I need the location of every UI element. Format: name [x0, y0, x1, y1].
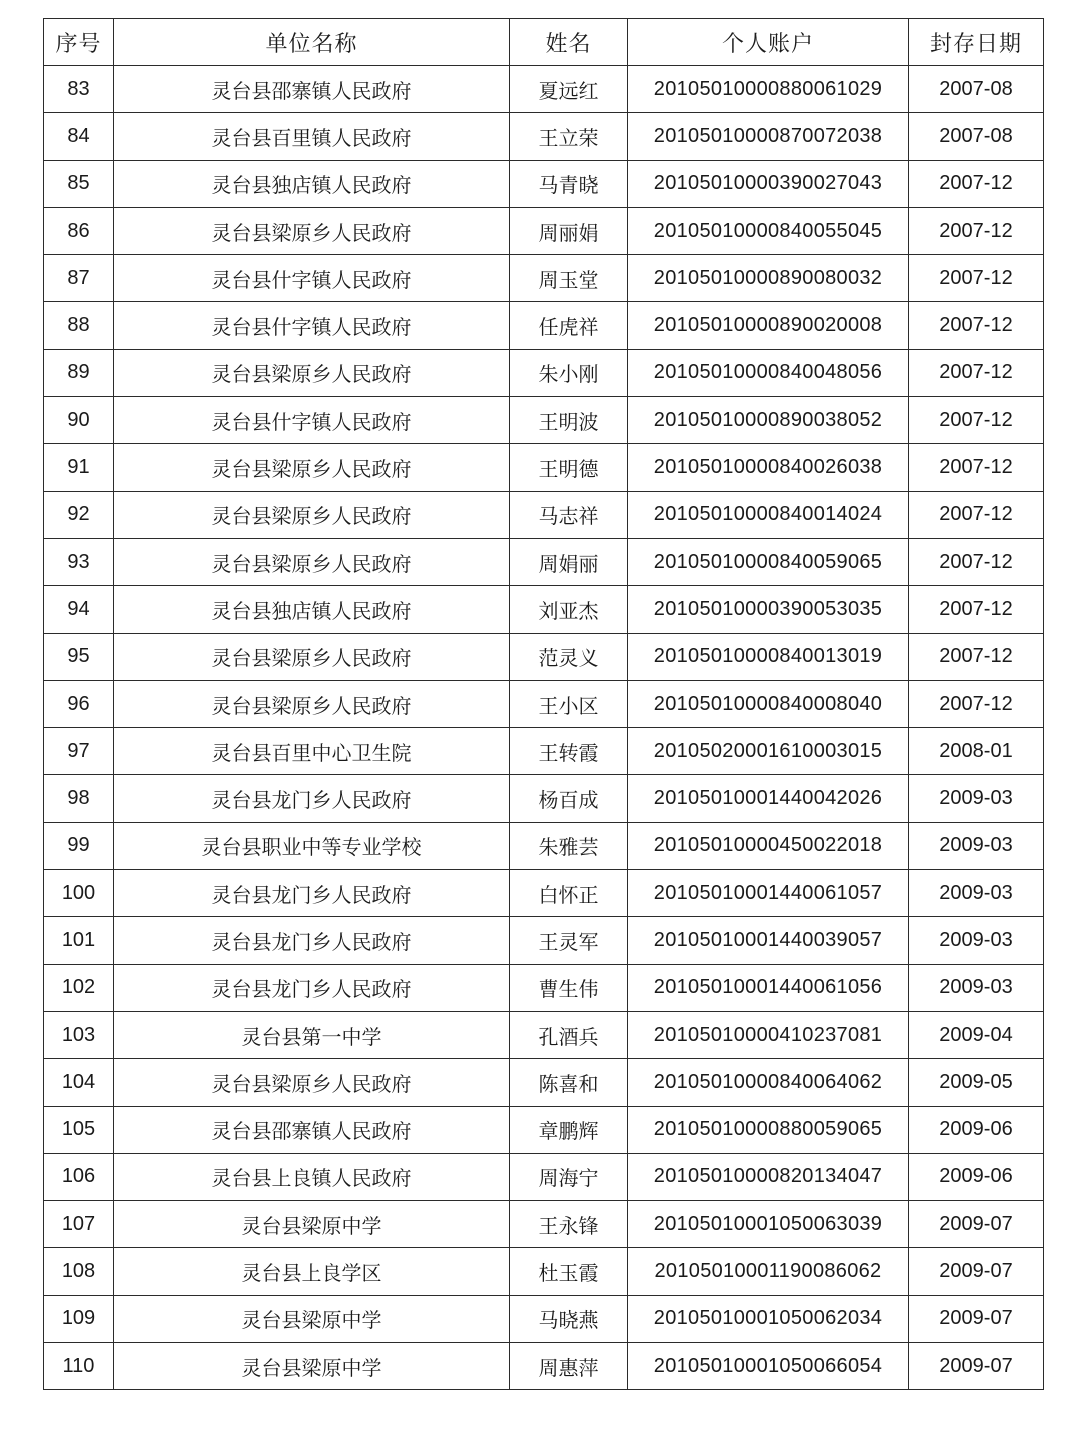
- cell-account: 20105010000390053035: [628, 586, 909, 633]
- cell-date: 2009-07: [909, 1343, 1044, 1390]
- cell-account: 20105010001050066054: [628, 1343, 909, 1390]
- cell-name: 夏远红: [510, 66, 628, 113]
- table-row: [44, 1295, 1044, 1342]
- cell-name: 白怀正: [510, 870, 628, 917]
- cell-name: 陈喜和: [510, 1059, 628, 1106]
- cell-unit: 灵台县龙门乡人民政府: [114, 870, 510, 917]
- cell-date: 2009-03: [909, 870, 1044, 917]
- cell-date: 2007-12: [909, 491, 1044, 538]
- cell-date: 2007-12: [909, 302, 1044, 349]
- cell-date: 2007-12: [909, 586, 1044, 633]
- cell-account: 20105010000880059065: [628, 1106, 909, 1153]
- cell-name: 王永锋: [510, 1201, 628, 1248]
- table-row: [44, 255, 1044, 302]
- cell-account: 20105010001440042026: [628, 775, 909, 822]
- cell-account: 20105010000840048056: [628, 349, 909, 396]
- cell-index: 102: [44, 964, 114, 1011]
- table-row: [44, 1106, 1044, 1153]
- cell-name: 范灵义: [510, 633, 628, 680]
- cell-unit: 灵台县梁原乡人民政府: [114, 538, 510, 585]
- table-row: [44, 1343, 1044, 1390]
- cell-date: 2009-04: [909, 1011, 1044, 1058]
- cell-account: 20105010000450022018: [628, 822, 909, 869]
- cell-date: 2009-05: [909, 1059, 1044, 1106]
- cell-account: 20105010001190086062: [628, 1248, 909, 1295]
- cell-unit: 灵台县什字镇人民政府: [114, 397, 510, 444]
- cell-index: 103: [44, 1011, 114, 1058]
- cell-unit: 灵台县第一中学: [114, 1011, 510, 1058]
- cell-index: 85: [44, 160, 114, 207]
- cell-unit: 灵台县梁原中学: [114, 1295, 510, 1342]
- cell-unit: 灵台县职业中等专业学校: [114, 822, 510, 869]
- cell-account: 20105010001440061057: [628, 870, 909, 917]
- cell-unit: 灵台县梁原乡人民政府: [114, 349, 510, 396]
- cell-account: 20105010000890080032: [628, 255, 909, 302]
- cell-date: 2009-07: [909, 1201, 1044, 1248]
- header-index: 序号: [44, 19, 114, 66]
- table-row: [44, 538, 1044, 585]
- cell-index: 108: [44, 1248, 114, 1295]
- cell-date: 2007-12: [909, 397, 1044, 444]
- cell-index: 95: [44, 633, 114, 680]
- table-row: [44, 397, 1044, 444]
- cell-index: 86: [44, 207, 114, 254]
- cell-account: 20105010000890020008: [628, 302, 909, 349]
- cell-index: 99: [44, 822, 114, 869]
- cell-unit: 灵台县龙门乡人民政府: [114, 775, 510, 822]
- cell-unit: 灵台县百里镇人民政府: [114, 113, 510, 160]
- cell-date: 2008-01: [909, 728, 1044, 775]
- cell-unit: 灵台县梁原乡人民政府: [114, 491, 510, 538]
- cell-unit: 灵台县上良学区: [114, 1248, 510, 1295]
- cell-account: 20105010000840013019: [628, 633, 909, 680]
- cell-account: 20105010000820134047: [628, 1153, 909, 1200]
- cell-account: 20105010000840055045: [628, 207, 909, 254]
- table-row: [44, 728, 1044, 775]
- cell-date: 2009-03: [909, 775, 1044, 822]
- cell-name: 王立荣: [510, 113, 628, 160]
- cell-name: 周丽娟: [510, 207, 628, 254]
- cell-date: 2007-12: [909, 207, 1044, 254]
- table-row: [44, 917, 1044, 964]
- cell-unit: 灵台县龙门乡人民政府: [114, 964, 510, 1011]
- table-row: [44, 1201, 1044, 1248]
- cell-date: 2009-07: [909, 1295, 1044, 1342]
- table-row: [44, 822, 1044, 869]
- table-row: [44, 586, 1044, 633]
- table-header: [44, 19, 1044, 66]
- cell-name: 周惠萍: [510, 1343, 628, 1390]
- cell-unit: 灵台县梁原乡人民政府: [114, 1059, 510, 1106]
- table-row: [44, 160, 1044, 207]
- table-row: [44, 870, 1044, 917]
- cell-name: 周海宁: [510, 1153, 628, 1200]
- cell-index: 104: [44, 1059, 114, 1106]
- cell-unit: 灵台县梁原中学: [114, 1343, 510, 1390]
- cell-date: 2009-06: [909, 1153, 1044, 1200]
- cell-account: 20105010001050063039: [628, 1201, 909, 1248]
- cell-account: 20105010001440061056: [628, 964, 909, 1011]
- header-unit: 单位名称: [114, 19, 510, 66]
- cell-date: 2009-07: [909, 1248, 1044, 1295]
- cell-name: 朱小刚: [510, 349, 628, 396]
- cell-index: 97: [44, 728, 114, 775]
- cell-unit: 灵台县上良镇人民政府: [114, 1153, 510, 1200]
- table-row: [44, 491, 1044, 538]
- header-account: 个人账户: [628, 19, 909, 66]
- table-row: [44, 349, 1044, 396]
- cell-index: 105: [44, 1106, 114, 1153]
- cell-unit: 灵台县龙门乡人民政府: [114, 917, 510, 964]
- cell-index: 94: [44, 586, 114, 633]
- cell-account: 20105010000840014024: [628, 491, 909, 538]
- cell-unit: 灵台县梁原中学: [114, 1201, 510, 1248]
- cell-name: 朱雅芸: [510, 822, 628, 869]
- cell-index: 101: [44, 917, 114, 964]
- cell-name: 任虎祥: [510, 302, 628, 349]
- cell-date: 2009-03: [909, 822, 1044, 869]
- table-row: [44, 1059, 1044, 1106]
- cell-unit: 灵台县什字镇人民政府: [114, 255, 510, 302]
- cell-unit: 灵台县百里中心卫生院: [114, 728, 510, 775]
- header-name: 姓名: [510, 19, 628, 66]
- cell-unit: 灵台县梁原乡人民政府: [114, 680, 510, 727]
- cell-date: 2007-12: [909, 444, 1044, 491]
- header-row: [44, 19, 1044, 66]
- cell-date: 2007-08: [909, 113, 1044, 160]
- table-row: [44, 113, 1044, 160]
- cell-account: 20105010000840026038: [628, 444, 909, 491]
- cell-date: 2009-03: [909, 964, 1044, 1011]
- cell-index: 107: [44, 1201, 114, 1248]
- cell-index: 110: [44, 1343, 114, 1390]
- header-date: 封存日期: [909, 19, 1044, 66]
- cell-index: 91: [44, 444, 114, 491]
- cell-account: 20105010000840008040: [628, 680, 909, 727]
- cell-index: 90: [44, 397, 114, 444]
- cell-name: 曹生伟: [510, 964, 628, 1011]
- cell-date: 2009-03: [909, 917, 1044, 964]
- roster-sheet: [43, 18, 1043, 1393]
- cell-account: 20105010000390027043: [628, 160, 909, 207]
- cell-account: 20105010000870072038: [628, 113, 909, 160]
- table-row: [44, 1153, 1044, 1200]
- table-row: [44, 207, 1044, 254]
- cell-account: 20105010000880061029: [628, 66, 909, 113]
- table-row: [44, 964, 1044, 1011]
- cell-name: 王明波: [510, 397, 628, 444]
- table-row: [44, 1248, 1044, 1295]
- cell-date: 2007-12: [909, 680, 1044, 727]
- cell-index: 84: [44, 113, 114, 160]
- cell-unit: 灵台县邵寨镇人民政府: [114, 1106, 510, 1153]
- cell-date: 2007-12: [909, 349, 1044, 396]
- cell-name: 王明德: [510, 444, 628, 491]
- cell-index: 109: [44, 1295, 114, 1342]
- cell-unit: 灵台县独店镇人民政府: [114, 586, 510, 633]
- cell-name: 周娟丽: [510, 538, 628, 585]
- cell-account: 20105020001610003015: [628, 728, 909, 775]
- cell-date: 2007-12: [909, 160, 1044, 207]
- cell-name: 马青晓: [510, 160, 628, 207]
- cell-account: 20105010000840059065: [628, 538, 909, 585]
- table-row: [44, 633, 1044, 680]
- cell-account: 20105010000410237081: [628, 1011, 909, 1058]
- cell-name: 王转霞: [510, 728, 628, 775]
- cell-name: 王小区: [510, 680, 628, 727]
- cell-date: 2009-06: [909, 1106, 1044, 1153]
- cell-unit: 灵台县梁原乡人民政府: [114, 207, 510, 254]
- cell-account: 20105010000840064062: [628, 1059, 909, 1106]
- cell-index: 89: [44, 349, 114, 396]
- cell-name: 王灵军: [510, 917, 628, 964]
- cell-name: 杜玉霞: [510, 1248, 628, 1295]
- cell-date: 2007-12: [909, 633, 1044, 680]
- cell-date: 2007-12: [909, 538, 1044, 585]
- cell-name: 马晓燕: [510, 1295, 628, 1342]
- cell-unit: 灵台县邵寨镇人民政府: [114, 66, 510, 113]
- cell-name: 刘亚杰: [510, 586, 628, 633]
- cell-name: 孔酒兵: [510, 1011, 628, 1058]
- roster-table: [43, 18, 1044, 1390]
- cell-name: 马志祥: [510, 491, 628, 538]
- cell-index: 98: [44, 775, 114, 822]
- table-body: [44, 66, 1044, 1390]
- cell-index: 96: [44, 680, 114, 727]
- table-row: [44, 302, 1044, 349]
- table-row: [44, 680, 1044, 727]
- table-row: [44, 66, 1044, 113]
- cell-name: 杨百成: [510, 775, 628, 822]
- cell-index: 100: [44, 870, 114, 917]
- table-row: [44, 775, 1044, 822]
- cell-index: 93: [44, 538, 114, 585]
- table-row: [44, 1011, 1044, 1058]
- cell-name: 周玉堂: [510, 255, 628, 302]
- cell-name: 章鹏辉: [510, 1106, 628, 1153]
- cell-index: 87: [44, 255, 114, 302]
- cell-unit: 灵台县梁原乡人民政府: [114, 444, 510, 491]
- cell-unit: 灵台县什字镇人民政府: [114, 302, 510, 349]
- cell-account: 20105010001050062034: [628, 1295, 909, 1342]
- cell-account: 20105010000890038052: [628, 397, 909, 444]
- cell-unit: 灵台县梁原乡人民政府: [114, 633, 510, 680]
- cell-date: 2007-12: [909, 255, 1044, 302]
- cell-index: 106: [44, 1153, 114, 1200]
- cell-index: 83: [44, 66, 114, 113]
- cell-unit: 灵台县独店镇人民政府: [114, 160, 510, 207]
- cell-date: 2007-08: [909, 66, 1044, 113]
- cell-index: 92: [44, 491, 114, 538]
- table-row: [44, 444, 1044, 491]
- cell-account: 20105010001440039057: [628, 917, 909, 964]
- cell-index: 88: [44, 302, 114, 349]
